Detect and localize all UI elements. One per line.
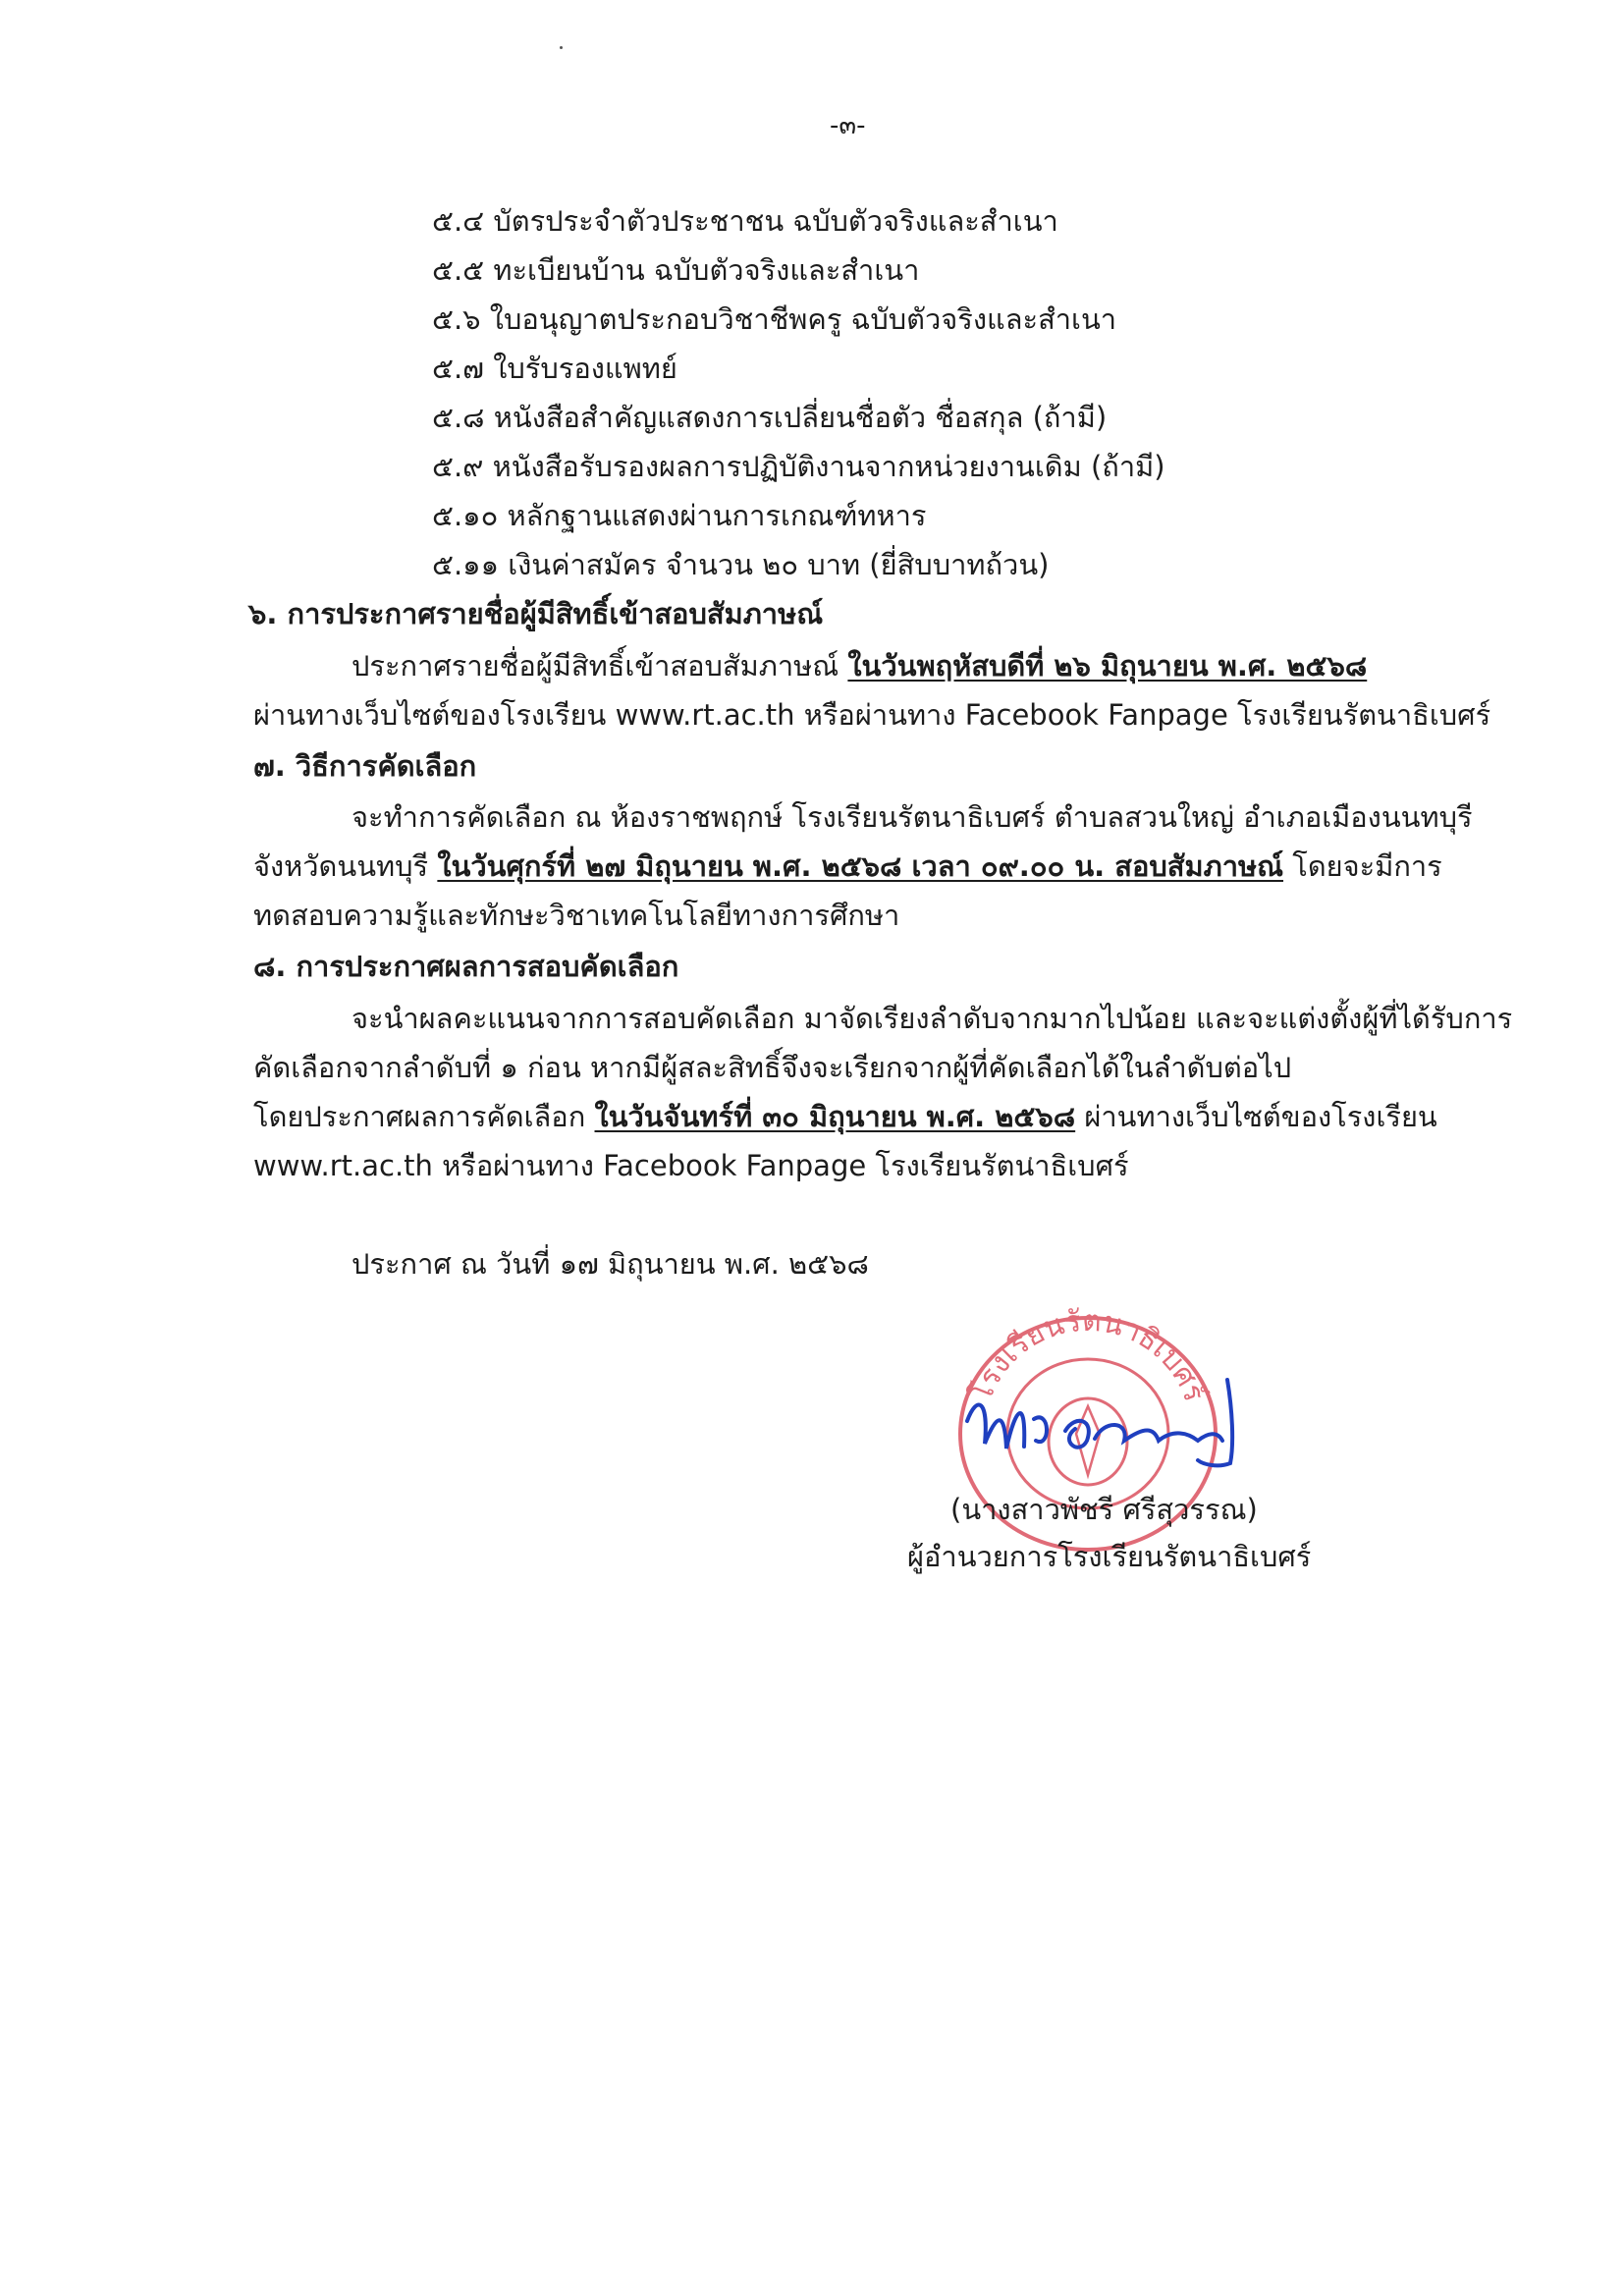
paragraph-line: ทดสอบความรู้และทักษะวิชาเทคโนโลยีทางการศึกษา bbox=[253, 899, 900, 932]
paragraph-line: คัดเลือกจากลำดับที่ ๑ ก่อน หากมีผู้สละสิทธิ์จึงจะเรียกจากผู้ที่คัดเลือกได้ในลำดับต่อไป bbox=[253, 1051, 1292, 1084]
section-heading: ๗. วิธีการคัดเลือก bbox=[253, 749, 477, 783]
section-heading: ๖. การประกาศรายชื่อผู้มีสิทธิ์เข้าสอบสัมภาษณ์ bbox=[248, 597, 824, 630]
list-item: ๕.๖ ใบอนุญาตประกอบวิชาชีพครู ฉบับตัวจริงและสำเนา bbox=[432, 302, 1117, 336]
section-heading: ๘. การประกาศผลการสอบคัดเลือก bbox=[253, 950, 679, 983]
paragraph-line: ผ่านทางเว็บไซต์ของโรงเรียน www.rt.ac.th หรือผ่านทาง Facebook Fanpage โรงเรียนรัตนาธิเบศร์ bbox=[253, 698, 1491, 732]
announcement-date: ประกาศ ณ วันที่ ๑๗ มิถุนายน พ.ศ. ๒๕๖๘ bbox=[352, 1247, 869, 1281]
signer-title: ผู้อำนวยการโรงเรียนรัตนาธิเบศร์ bbox=[907, 1540, 1312, 1573]
list-item: ๕.๑๐ หลักฐานแสดงผ่านการเกณฑ์ทหาร bbox=[432, 499, 927, 532]
paragraph-line: ประกาศรายชื่อผู้มีสิทธิ์เข้าสอบสัมภาษณ์ ในวันพฤหัสบดีที่ ๒๖ มิถุนายน พ.ศ. ๒๕๖๘ bbox=[352, 649, 1368, 683]
interview-list-date: ในวันพฤหัสบดีที่ ๒๖ มิถุนายน พ.ศ. ๒๕๖๘ bbox=[847, 649, 1368, 683]
handwritten-signature bbox=[957, 1370, 1272, 1488]
interview-date: ในวันศุกร์ที่ ๒๗ มิถุนายน พ.ศ. ๒๕๖๘ เวลา ๐๙.๐๐ น. สอบสัมภาษณ์ bbox=[437, 849, 1284, 883]
paragraph-line: จังหวัดนนทบุรี ในวันศุกร์ที่ ๒๗ มิถุนายน พ.ศ. ๒๕๖๘ เวลา ๐๙.๐๐ น. สอบสัมภาษณ์ โดยจะมีการ bbox=[253, 849, 1442, 883]
page-number: -๓- bbox=[830, 111, 866, 140]
paragraph-line: www.rt.ac.th หรือผ่านทาง Facebook Fanpage โรงเรียนรัตนาธิเบศร์ bbox=[253, 1149, 1129, 1182]
list-item: ๕.๘ หนังสือสำคัญแสดงการเปลี่ยนชื่อตัว ชื่อสกุล (ถ้ามี) bbox=[432, 401, 1108, 434]
paragraph-line: โดยประกาศผลการคัดเลือก ในวันจันทร์ที่ ๓๐ มิถุนายน พ.ศ. ๒๕๖๘ ผ่านทางเว็บไซต์ของโรงเรียน bbox=[253, 1100, 1437, 1133]
list-item: ๕.๔ บัตรประจำตัวประชาชน ฉบับตัวจริงและสำเนา bbox=[432, 204, 1058, 238]
paragraph-line: จะนำผลคะแนนจากการสอบคัดเลือก มาจัดเรียงลำดับจากมากไปน้อย และจะแต่งตั้งผู้ที่ได้รับการ bbox=[352, 1002, 1513, 1035]
scan-speck bbox=[560, 46, 563, 49]
list-item: ๕.๑๑ เงินค่าสมัคร จำนวน ๒๐ บาท (ยี่สิบบาทถ้วน) bbox=[432, 548, 1050, 581]
list-item: ๕.๕ ทะเบียนบ้าน ฉบับตัวจริงและสำเนา bbox=[432, 253, 920, 287]
paragraph-line: จะทำการคัดเลือก ณ ห้องราชพฤกษ์ โรงเรียนรัตนาธิเบศร์ ตำบลสวนใหญ่ อำเภอเมืองนนทบุรี bbox=[352, 800, 1473, 834]
seal-text: โรงเรียนรัตนาธิเบศร์ bbox=[964, 1303, 1212, 1407]
list-item: ๕.๗ ใบรับรองแพทย์ bbox=[432, 352, 677, 385]
list-item: ๕.๙ หนังสือรับรองผลการปฏิบัติงานจากหน่วยงานเดิม (ถ้ามี) bbox=[432, 450, 1165, 483]
result-date: ในวันจันทร์ที่ ๓๐ มิถุนายน พ.ศ. ๒๕๖๘ bbox=[594, 1100, 1076, 1133]
signer-name: (นางสาวพัชรี ศรีสุวรรณ) bbox=[950, 1493, 1258, 1526]
